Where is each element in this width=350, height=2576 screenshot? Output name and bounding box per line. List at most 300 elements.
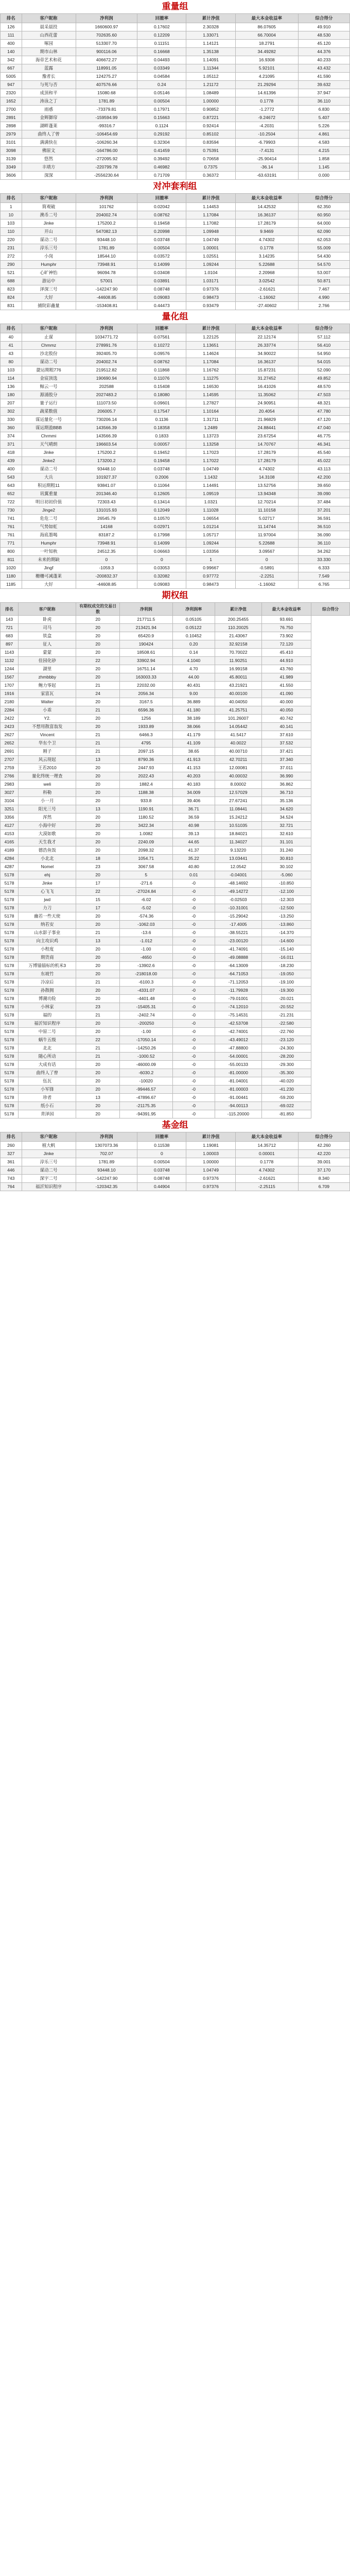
table-cell: 20 bbox=[76, 912, 119, 921]
table-cell: 1.14491 bbox=[186, 482, 235, 490]
table-cell: 6.830 bbox=[298, 106, 349, 114]
table-row bbox=[1, 358, 350, 366]
table-cell: 14.3108 bbox=[235, 473, 298, 482]
table-cell: 丰靖方 bbox=[22, 163, 76, 172]
table-cell: -75.14531 bbox=[215, 1011, 261, 1020]
table-cell: 湖畔蓬莱 bbox=[22, 122, 76, 130]
table-cell: -0 bbox=[172, 945, 215, 954]
table-row bbox=[1, 572, 350, 581]
table-cell: -120342.35 bbox=[76, 1183, 137, 1191]
table-cell: 2240.09 bbox=[119, 838, 172, 846]
table-cell: -15.29042 bbox=[215, 912, 261, 921]
table-cell: 13 bbox=[76, 937, 119, 945]
table-row bbox=[1, 515, 350, 523]
table-cell: 14.42532 bbox=[235, 203, 298, 211]
table-row bbox=[1, 632, 350, 640]
table-row bbox=[1, 1150, 350, 1158]
table-cell: 0.03748 bbox=[137, 1166, 186, 1175]
table-cell: 40.233 bbox=[298, 56, 349, 64]
table-row bbox=[1, 1028, 350, 1036]
table-row bbox=[1, 822, 350, 830]
table-cell: 5178 bbox=[1, 970, 19, 978]
table-cell: 1.09519 bbox=[186, 490, 235, 498]
table-cell: 20 bbox=[76, 1086, 119, 1094]
table-cell: 20 bbox=[76, 970, 119, 978]
table-cell: 4.990 bbox=[298, 294, 349, 302]
table-cell: 44.65 bbox=[172, 838, 215, 846]
table-cell: 41.989 bbox=[262, 673, 311, 682]
table-cell: -0 bbox=[172, 970, 215, 978]
table-cell: 刚子 bbox=[19, 748, 76, 756]
table-cell: 2056.34 bbox=[119, 690, 172, 698]
table-cell: 0.1136 bbox=[137, 416, 186, 424]
table-row bbox=[1, 244, 350, 252]
table-cell: 21 bbox=[76, 748, 119, 756]
table-cell: 3.09567 bbox=[235, 548, 298, 556]
table-cell: 17.28179 bbox=[235, 449, 298, 457]
table-cell: -43.49012 bbox=[215, 1036, 261, 1044]
table-cell: 4284 bbox=[1, 855, 19, 863]
table-cell: 20 bbox=[76, 1069, 119, 1077]
table-cell: 42.220 bbox=[298, 1150, 349, 1158]
table-cell: 1.14121 bbox=[186, 40, 235, 48]
table-cell: 北北 bbox=[19, 1044, 76, 1053]
column-header: 排名 bbox=[1, 1132, 22, 1142]
column-header: 有期权成交的交易日数 bbox=[76, 603, 119, 616]
table-cell: 20 bbox=[76, 814, 119, 822]
table-row bbox=[1, 673, 350, 682]
table-cell: 0.24 bbox=[137, 81, 186, 89]
table-cell: 2447.93 bbox=[119, 764, 172, 772]
table-cell: 15.24212 bbox=[215, 814, 261, 822]
table-cell: -272095.92 bbox=[76, 155, 137, 163]
table-cell: 40.050 bbox=[262, 706, 311, 715]
table-cell: 满满快在 bbox=[22, 139, 76, 147]
table-cell: 0.11076 bbox=[137, 375, 186, 383]
table-cell: 家富瓦 bbox=[19, 690, 76, 698]
table-cell: 31.240 bbox=[262, 846, 311, 855]
table-cell: 18.2791 bbox=[235, 40, 298, 48]
table-cell: 1.16762 bbox=[186, 366, 235, 375]
table-cell: 40.203 bbox=[172, 772, 215, 781]
table-cell: 6466.3 bbox=[119, 731, 172, 739]
table-cell: 93841.07 bbox=[76, 482, 137, 490]
table-cell: 37.484 bbox=[298, 498, 349, 506]
table-cell: 13 bbox=[76, 756, 119, 764]
table-cell: 446 bbox=[1, 1166, 22, 1175]
table-cell: 1244 bbox=[1, 665, 19, 673]
table-cell: 204002.74 bbox=[76, 211, 137, 219]
table-cell: 0.16668 bbox=[137, 48, 186, 56]
table-cell: 雨惑 bbox=[22, 106, 76, 114]
table-cell: 20 bbox=[76, 616, 119, 624]
table-cell: 2707 bbox=[1, 756, 19, 764]
table-cell: 407576.66 bbox=[76, 81, 137, 89]
table-cell: 11.90251 bbox=[215, 657, 261, 665]
table-cell: 47.780 bbox=[298, 408, 349, 416]
table-cell: 2759 bbox=[1, 764, 19, 772]
table-cell: 0 bbox=[137, 1150, 186, 1158]
table-cell: 16.41026 bbox=[235, 383, 298, 391]
table-cell: 37.532 bbox=[262, 739, 311, 748]
table-cell: 13.94348 bbox=[235, 490, 298, 498]
table-cell: 0.39492 bbox=[137, 155, 186, 163]
table-cell: 5178 bbox=[1, 1061, 19, 1069]
table-cell: 9.13220 bbox=[215, 846, 261, 855]
column-header: 累计净值 bbox=[186, 14, 235, 23]
table-cell: 13.52756 bbox=[235, 482, 298, 490]
table-cell: 76.750 bbox=[262, 624, 311, 632]
table-cell: 40.00100 bbox=[215, 690, 261, 698]
table-cell: 20 bbox=[76, 665, 119, 673]
table-cell: 21.96829 bbox=[235, 416, 298, 424]
table-cell: 54.430 bbox=[298, 252, 349, 261]
table-row bbox=[1, 962, 350, 970]
table-row bbox=[1, 1003, 350, 1011]
table-cell: 5.22688 bbox=[235, 261, 298, 269]
table-cell: -4401.48 bbox=[119, 995, 172, 1003]
table-cell: 12.00081 bbox=[215, 764, 261, 772]
table-cell: 37.947 bbox=[298, 89, 349, 97]
table-cell: Jinke2 bbox=[22, 457, 76, 465]
table-cell: 曲终人了曾 bbox=[19, 1069, 76, 1077]
table-cell: 福的 bbox=[19, 1011, 76, 1020]
table-cell: 65420.9 bbox=[119, 632, 172, 640]
table-cell: 21 bbox=[76, 682, 119, 690]
table-row bbox=[1, 1053, 350, 1061]
table-cell: 44.376 bbox=[298, 48, 349, 56]
table-cell: -0 bbox=[172, 1053, 215, 1061]
table-cell: 302 bbox=[1, 408, 22, 416]
table-cell: 37.011 bbox=[262, 764, 311, 772]
table-cell: 3027 bbox=[1, 789, 19, 797]
table-cell: 57.112 bbox=[298, 333, 349, 342]
table-row bbox=[1, 449, 350, 457]
table-cell: -55.00133 bbox=[215, 1061, 261, 1069]
table-cell: 64.000 bbox=[298, 219, 349, 228]
table-cell: 20 bbox=[76, 1061, 119, 1069]
table-cell: 2627 bbox=[1, 731, 19, 739]
table-cell: -0 bbox=[172, 1003, 215, 1011]
table-cell: 2098.32 bbox=[119, 846, 172, 855]
table-cell: -36.14 bbox=[235, 163, 298, 172]
table-cell: 46.775 bbox=[298, 432, 349, 440]
table-cell: -20.552 bbox=[262, 1003, 311, 1011]
table-cell: 小军锋 bbox=[19, 1086, 76, 1094]
table-cell: 6.709 bbox=[298, 1183, 349, 1191]
table-cell: 36.710 bbox=[262, 789, 311, 797]
table-cell: 0.12209 bbox=[137, 31, 186, 40]
table-cell: 5178 bbox=[1, 1110, 19, 1118]
table-cell: 佳园化砂 bbox=[19, 657, 76, 665]
table-cell: 30.810 bbox=[262, 855, 311, 863]
table-cell: -7.4131 bbox=[235, 147, 298, 155]
table-cell: 1143 bbox=[1, 649, 19, 657]
table-cell: 34.90022 bbox=[235, 350, 298, 358]
table-cell: 40.04050 bbox=[215, 698, 261, 706]
table-header-row bbox=[1, 603, 350, 616]
table-cell: 1.05112 bbox=[186, 73, 235, 81]
table-cell: 60.950 bbox=[298, 211, 349, 219]
table-cell: 0.10452 bbox=[172, 632, 215, 640]
table-cell: 0.07561 bbox=[137, 333, 186, 342]
table-cell: 730 bbox=[1, 506, 22, 515]
table-cell: 德浩鱼饭 bbox=[19, 846, 76, 855]
table-cell: 1190.91 bbox=[119, 805, 172, 814]
table-cell: -40.020 bbox=[262, 1077, 311, 1086]
table-cell: 23 bbox=[76, 1003, 119, 1011]
table-cell: -0 bbox=[172, 1020, 215, 1028]
table-cell: 20 bbox=[76, 673, 119, 682]
table-cell: 2422 bbox=[1, 715, 19, 723]
table-cell: 8790.36 bbox=[119, 756, 172, 764]
table-cell: 56.410 bbox=[298, 342, 349, 350]
section-heavy bbox=[0, 0, 350, 180]
table-row bbox=[1, 954, 350, 962]
table-cell: 3606 bbox=[1, 172, 22, 180]
table-row bbox=[1, 236, 350, 244]
table-cell: 22032.00 bbox=[119, 682, 172, 690]
table-cell: 金宸顶选 bbox=[22, 375, 76, 383]
column-header: 排名 bbox=[1, 324, 22, 333]
table-cell: 不想用散富翁发 bbox=[19, 723, 76, 731]
table-cell: 蔬菜数值 bbox=[22, 408, 76, 416]
table-cell: 196603.54 bbox=[76, 440, 137, 449]
table-cell: -21.231 bbox=[262, 1011, 311, 1020]
table-cell: 40.431 bbox=[172, 682, 215, 690]
table-cell: 18 bbox=[76, 855, 119, 863]
table-cell: 93448.10 bbox=[76, 236, 137, 244]
table-cell: 阳光三号 bbox=[19, 805, 76, 814]
column-header: 净利润率 bbox=[172, 603, 215, 616]
table-cell: 天气晴朗 bbox=[22, 440, 76, 449]
table-cell: 652 bbox=[1, 490, 22, 498]
table-cell: 13.03441 bbox=[215, 855, 261, 863]
table-cell: 0.00057 bbox=[137, 440, 186, 449]
table-cell: 大兵 bbox=[22, 473, 76, 482]
table-cell: -4650 bbox=[119, 954, 172, 962]
table-cell: 12.70214 bbox=[235, 498, 298, 506]
table-cell: 量化终统一理查 bbox=[19, 772, 76, 781]
table-cell: 积运期粗11 bbox=[22, 482, 76, 490]
table-row bbox=[1, 937, 350, 945]
table-cell: 730206.14 bbox=[76, 416, 137, 424]
table-cell: 0 bbox=[137, 556, 186, 564]
table-row bbox=[1, 432, 350, 440]
table-cell: -0 bbox=[172, 1028, 215, 1036]
table-cell: -41.74091 bbox=[215, 945, 261, 954]
table-row bbox=[1, 706, 350, 715]
table-cell: 110.20025 bbox=[215, 624, 261, 632]
table-cell: 0.09083 bbox=[137, 581, 186, 589]
table-cell: 深宇二号 bbox=[22, 1175, 76, 1183]
table-cell: 0.18080 bbox=[137, 391, 186, 399]
table-cell: 220 bbox=[1, 236, 22, 244]
table-cell: 93448.10 bbox=[76, 1166, 137, 1175]
table-cell: 20 bbox=[76, 1110, 119, 1118]
table-cell: 5178 bbox=[1, 871, 19, 879]
table-cell: 400 bbox=[1, 465, 22, 473]
table-cell: 83187.2 bbox=[76, 531, 137, 539]
table-cell: 201346.40 bbox=[76, 490, 137, 498]
table-cell: 54.570 bbox=[298, 261, 349, 269]
table-cell: 32.92158 bbox=[215, 640, 261, 649]
table-cell: 20 bbox=[76, 962, 119, 970]
table-cell: -0 bbox=[172, 995, 215, 1003]
table-cell: -2.2251 bbox=[235, 572, 298, 581]
table-cell: 20 bbox=[76, 954, 119, 962]
table-cell: 143566.39 bbox=[76, 424, 137, 432]
table-cell: 3167.5 bbox=[119, 698, 172, 706]
table-cell: 10.51035 bbox=[215, 822, 261, 830]
table-cell: 5005 bbox=[1, 73, 22, 81]
table-cell: Humphr bbox=[22, 261, 76, 269]
table-cell: 20.4054 bbox=[235, 408, 298, 416]
table-cell: 淳乐三号 bbox=[22, 1158, 76, 1166]
table-cell: 0.03408 bbox=[137, 269, 186, 277]
table-cell: 439 bbox=[1, 457, 22, 465]
table-cell: 5178 bbox=[1, 929, 19, 937]
table-cell: 1781.89 bbox=[76, 244, 137, 252]
table-cell: 1.0321 bbox=[186, 498, 235, 506]
table-cell: 止谋 bbox=[22, 333, 76, 342]
column-header: 最大本金收益率 bbox=[235, 194, 298, 203]
table-cell: 0.11868 bbox=[137, 366, 186, 375]
table-cell: 21 bbox=[76, 1044, 119, 1053]
table-row bbox=[1, 172, 350, 180]
table-cell: 547082.13 bbox=[76, 228, 137, 236]
table-cell: 1 bbox=[1, 203, 22, 211]
table-cell: 34.262 bbox=[298, 548, 349, 556]
table-header-row bbox=[1, 14, 350, 23]
table-cell: 47.040 bbox=[298, 424, 349, 432]
table-row bbox=[1, 408, 350, 416]
table-cell: 44.910 bbox=[262, 657, 311, 665]
table-cell: -23.00120 bbox=[215, 937, 261, 945]
table-cell: 20 bbox=[76, 632, 119, 640]
section-title: 量化组 bbox=[0, 310, 350, 324]
table-cell: 0.1778 bbox=[235, 97, 298, 106]
table-cell: 126 bbox=[1, 23, 22, 31]
table-cell: 53.007 bbox=[298, 269, 349, 277]
table-cell: -0 bbox=[172, 896, 215, 904]
table-cell: 植大帆 bbox=[22, 1142, 76, 1150]
table-row bbox=[1, 490, 350, 498]
table-cell: 1.31711 bbox=[186, 416, 235, 424]
table-cell: 14.35712 bbox=[235, 1142, 298, 1150]
table-cell: 1.04749 bbox=[186, 236, 235, 244]
table-cell: 5.02717 bbox=[235, 515, 298, 523]
table-cell: 1.05717 bbox=[186, 531, 235, 539]
table-cell: 20 bbox=[76, 772, 119, 781]
table-cell: 36.510 bbox=[298, 523, 349, 531]
table-cell: -22.760 bbox=[262, 1028, 311, 1036]
table-cell: 175200.2 bbox=[76, 449, 137, 457]
table-cell: 202588 bbox=[76, 383, 137, 391]
table-cell: 103 bbox=[1, 219, 22, 228]
table-cell: 随心所动 bbox=[19, 1053, 76, 1061]
table-cell: 136 bbox=[1, 383, 22, 391]
table-cell: 21 bbox=[76, 739, 119, 748]
table-cell: 4.74302 bbox=[235, 1166, 298, 1175]
table-cell: -2402.74 bbox=[119, 1011, 172, 1020]
table-cell: 金辉御帘 bbox=[22, 114, 76, 122]
table-cell: 111073.50 bbox=[76, 399, 137, 408]
table-cell: -17.4005 bbox=[215, 921, 261, 929]
table-cell: 1.00000 bbox=[186, 97, 235, 106]
table-cell: -35.300 bbox=[262, 1069, 311, 1077]
table-cell: 62.090 bbox=[298, 228, 349, 236]
table-cell: 蓝露 bbox=[22, 64, 76, 73]
table-cell: 1.17084 bbox=[186, 358, 235, 366]
table-row bbox=[1, 294, 350, 302]
table-cell: 0.90852 bbox=[186, 106, 235, 114]
table-cell: 0.93479 bbox=[186, 302, 235, 310]
table-cell: 37.201 bbox=[298, 506, 349, 515]
table-cell: 0.98473 bbox=[186, 294, 235, 302]
table-cell: 41.153 bbox=[172, 764, 215, 772]
table-cell: 小海中好 bbox=[19, 822, 76, 830]
table-cell: -0.5891 bbox=[235, 564, 298, 572]
table-cell: -0 bbox=[172, 937, 215, 945]
table-cell: -6100.3 bbox=[119, 978, 172, 987]
table-cell: -574.36 bbox=[119, 912, 172, 921]
table-cell: -47.88800 bbox=[215, 1044, 261, 1053]
table-cell: 43.21921 bbox=[215, 682, 261, 690]
column-header: 客户昵称 bbox=[22, 14, 76, 23]
table-cell: -220799.78 bbox=[76, 163, 137, 172]
table-cell: -2.25115 bbox=[235, 1183, 298, 1191]
table-cell: 0.01 bbox=[172, 871, 215, 879]
table-cell: 澳币二号 bbox=[22, 211, 76, 219]
table-cell: 简观破 bbox=[22, 203, 76, 211]
table-cell: 36.862 bbox=[262, 781, 311, 789]
table-cell: 11.10158 bbox=[235, 506, 298, 515]
table-cell: -18.230 bbox=[262, 962, 311, 970]
table-cell: 34.009 bbox=[172, 789, 215, 797]
table-cell: weli bbox=[19, 781, 76, 789]
table-cell: 20 bbox=[76, 987, 119, 995]
table-cell: 1.03171 bbox=[186, 277, 235, 285]
table-cell: 0.03748 bbox=[137, 236, 186, 244]
table-header-row bbox=[1, 194, 350, 203]
table-cell: 期货商 bbox=[19, 954, 76, 962]
table-cell: 0.92414 bbox=[186, 122, 235, 130]
table-row bbox=[1, 1036, 350, 1044]
column-header: 累计净值 bbox=[215, 603, 261, 616]
table-cell: 1567 bbox=[1, 673, 19, 682]
table-cell: 5178 bbox=[1, 879, 19, 888]
table-cell: 40.80 bbox=[172, 863, 215, 871]
table-cell: 41.25751 bbox=[215, 706, 261, 715]
table-cell: 谋动二号 bbox=[22, 465, 76, 473]
table-cell: 一叶知秋 bbox=[22, 548, 76, 556]
table-cell: -218018.00 bbox=[119, 970, 172, 978]
table-cell: 1.06554 bbox=[186, 515, 235, 523]
column-header: 客户昵称 bbox=[22, 194, 76, 203]
table-cell: 山水影子事业 bbox=[19, 929, 76, 937]
table-row bbox=[1, 690, 350, 698]
table-cell: 1781.89 bbox=[76, 1158, 137, 1166]
table-row bbox=[1, 715, 350, 723]
table-cell: -19.300 bbox=[262, 987, 311, 995]
table-row bbox=[1, 789, 350, 797]
table-cell: -2.61621 bbox=[235, 285, 298, 294]
table-cell: 1.17084 bbox=[186, 211, 235, 219]
table-cell: 谋运期盈BBB bbox=[22, 424, 76, 432]
table-cell: 4153 bbox=[1, 830, 19, 838]
table-cell: -0 bbox=[172, 1061, 215, 1069]
